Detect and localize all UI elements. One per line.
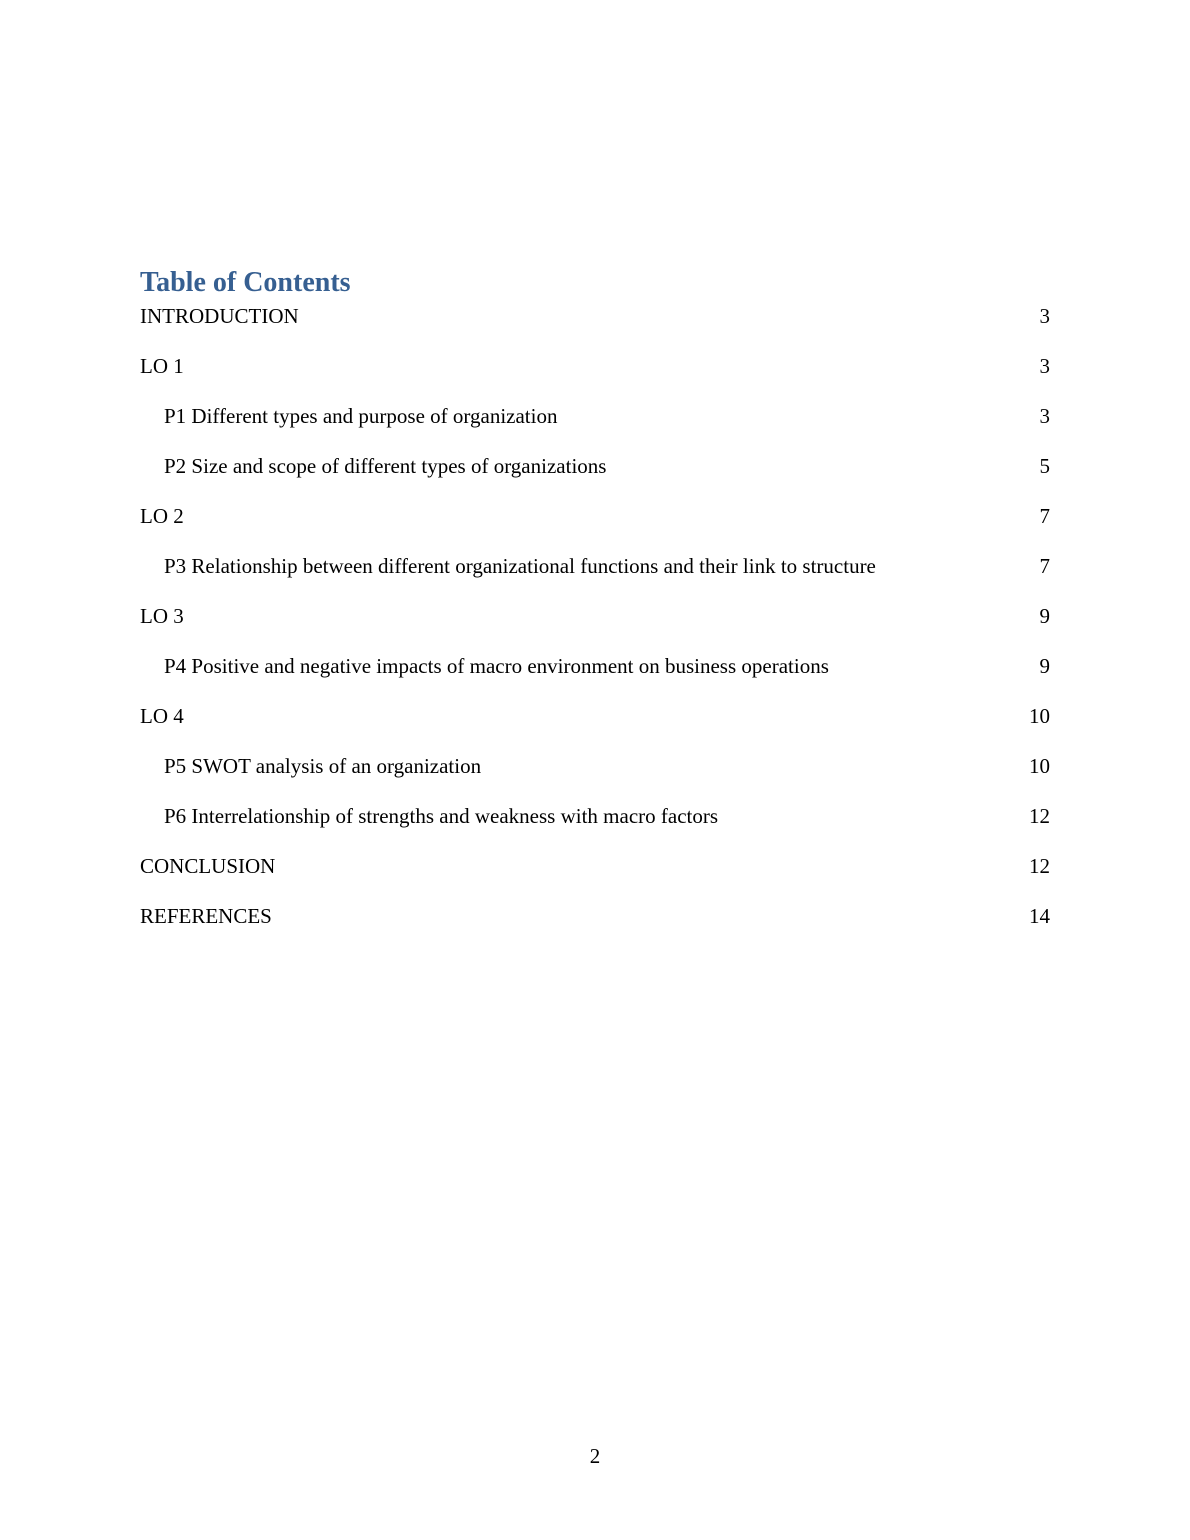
toc-entry-page: 12 bbox=[1029, 804, 1050, 828]
toc-entry-page: 10 bbox=[1029, 754, 1050, 778]
toc-entry-lo1[interactable] bbox=[140, 350, 1050, 382]
toc-entry-p2[interactable] bbox=[140, 450, 1050, 482]
toc-entry-label: P2 Size and scope of different types of organizations bbox=[164, 454, 607, 478]
toc-entry-page: 9 bbox=[1039, 604, 1050, 628]
table-of-contents bbox=[140, 266, 1050, 950]
toc-entry-page: 9 bbox=[1039, 654, 1050, 678]
toc-entry-page: 3 bbox=[1039, 404, 1050, 428]
toc-entry-label: LO 3 bbox=[140, 604, 184, 628]
toc-entry-page: 10 bbox=[1029, 704, 1050, 728]
toc-entry-label: P6 Interrelationship of strengths and weakness with macro factors bbox=[164, 804, 719, 828]
toc-entry-lo2[interactable] bbox=[140, 500, 1050, 532]
toc-entry-p3[interactable] bbox=[140, 550, 1050, 582]
toc-list bbox=[140, 300, 1050, 932]
toc-entry-label: P1 Different types and purpose of organization bbox=[164, 404, 558, 428]
toc-entry-page: 3 bbox=[1039, 304, 1050, 328]
toc-entry-label: P5 SWOT analysis of an organization bbox=[164, 754, 482, 778]
toc-entry-page: 14 bbox=[1029, 904, 1050, 928]
toc-entry-label: INTRODUCTION bbox=[140, 304, 299, 328]
toc-entry-page: 7 bbox=[1039, 504, 1050, 528]
toc-entry-p4[interactable] bbox=[140, 650, 1050, 682]
toc-entry-conclusion[interactable] bbox=[140, 850, 1050, 882]
toc-entry-page: 7 bbox=[1039, 554, 1050, 578]
toc-title: Table of Contents bbox=[140, 267, 351, 298]
toc-entry-label: LO 4 bbox=[140, 704, 184, 728]
toc-entry-lo3[interactable] bbox=[140, 600, 1050, 632]
toc-entry-page: 12 bbox=[1029, 854, 1050, 878]
toc-entry-page: 3 bbox=[1039, 354, 1050, 378]
page-number: 2 bbox=[589, 1444, 601, 1468]
toc-entry-page: 5 bbox=[1039, 454, 1050, 478]
toc-entry-label: REFERENCES bbox=[140, 904, 272, 928]
toc-entry-label: LO 1 bbox=[140, 354, 184, 378]
toc-entry-label: P3 Relationship between different organizational functions and their link to structure bbox=[164, 554, 876, 578]
toc-entry-references[interactable] bbox=[140, 900, 1050, 932]
toc-entry-p5[interactable] bbox=[140, 750, 1050, 782]
toc-entry-introduction[interactable] bbox=[140, 300, 1050, 332]
toc-entry-label: P4 Positive and negative impacts of macro environment on business operations bbox=[164, 654, 829, 678]
toc-entry-p1[interactable] bbox=[140, 400, 1050, 432]
toc-entry-label: LO 2 bbox=[140, 504, 184, 528]
toc-entry-label: CONCLUSION bbox=[140, 854, 276, 878]
toc-entry-p6[interactable] bbox=[140, 800, 1050, 832]
toc-entry-lo4[interactable] bbox=[140, 700, 1050, 732]
